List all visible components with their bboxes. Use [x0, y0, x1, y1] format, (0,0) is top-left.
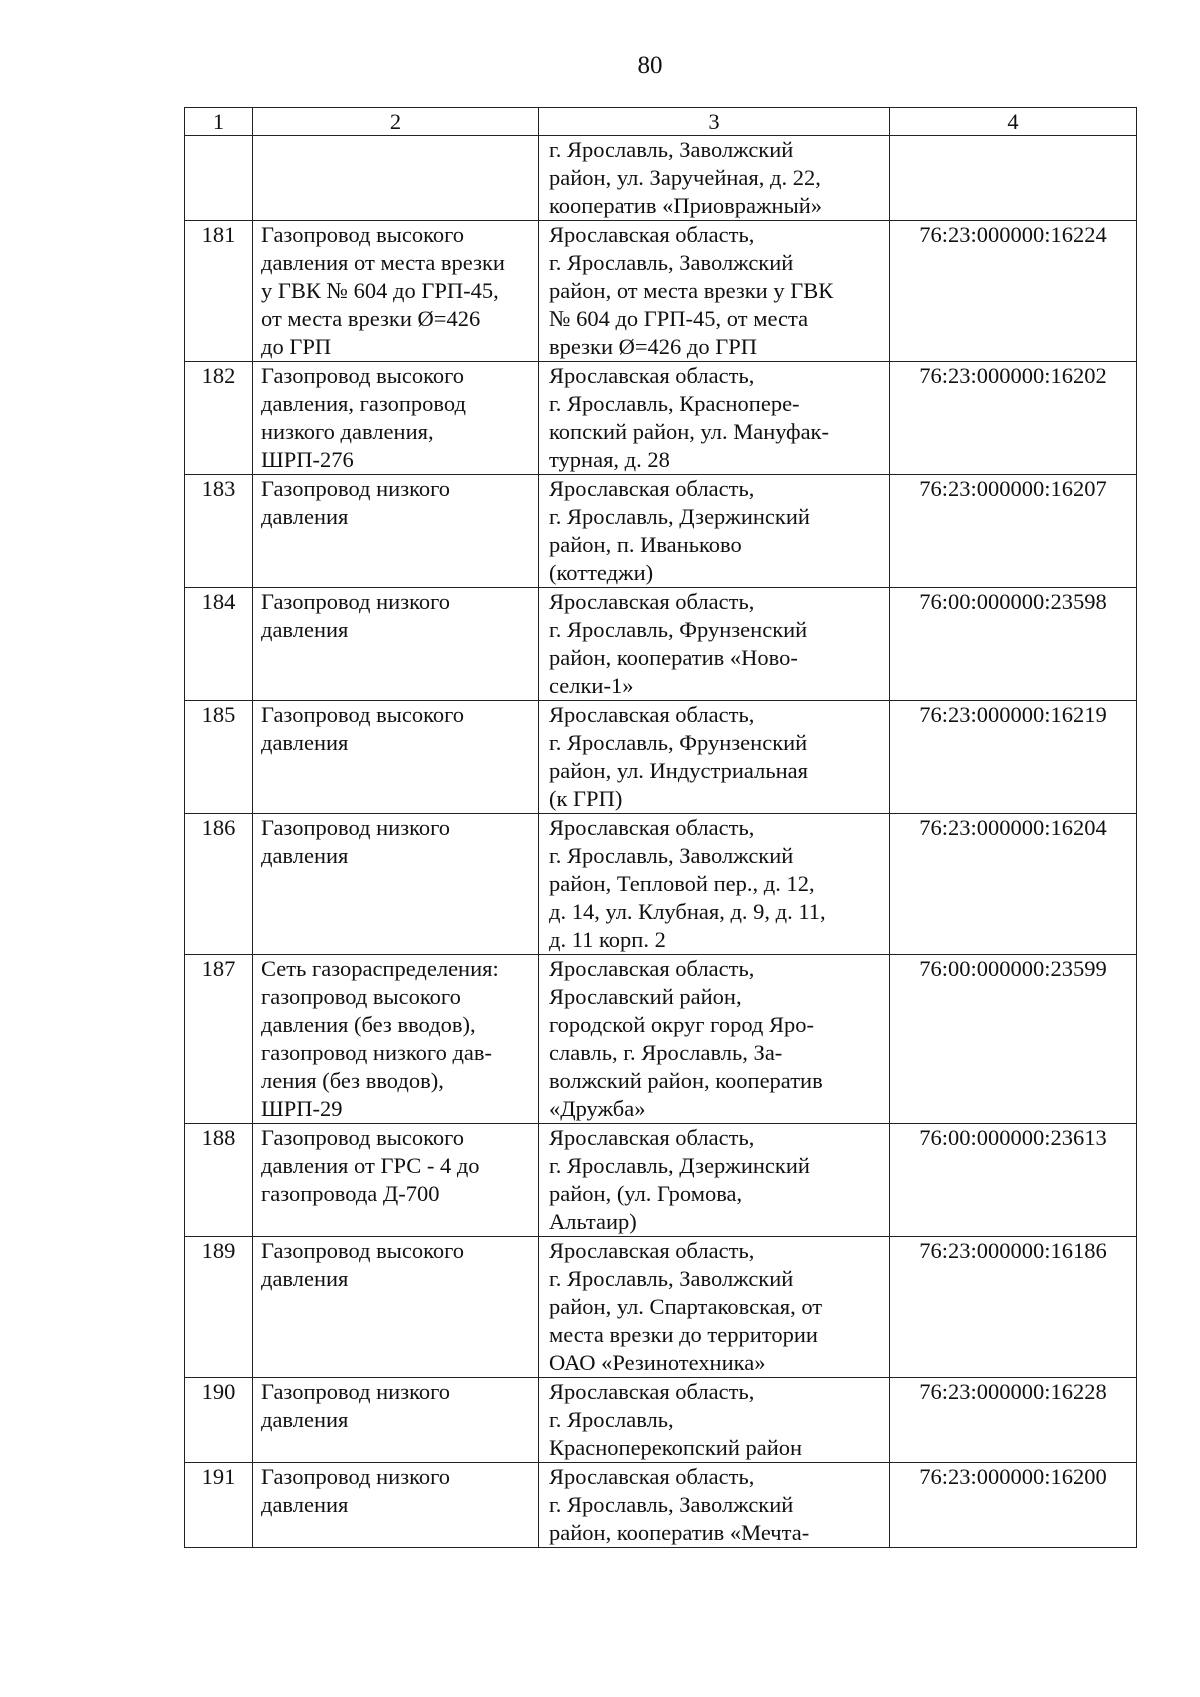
- cadastral-number-cell: 76:00:000000:23613: [890, 1124, 1137, 1237]
- address-line: Ярославская область,: [549, 222, 755, 247]
- address-line: ОАО «Резинотехника»: [549, 1350, 766, 1375]
- object-name-line: газопровода Д-700: [261, 1181, 440, 1206]
- row-number-cell: [185, 136, 253, 221]
- object-name-line: низкого давления,: [261, 419, 434, 444]
- cadastral-number-cell: 76:23:000000:16207: [890, 475, 1137, 588]
- address-cell: [539, 1237, 890, 1378]
- address-line: городской округ город Яро-: [549, 1012, 814, 1037]
- address-cell: [539, 221, 890, 362]
- address-cell: [539, 1124, 890, 1237]
- row-number-cell: 184: [185, 588, 253, 701]
- address-line: г. Ярославль, Заволжский: [549, 250, 794, 275]
- address-line: район, Тепловой пер., д. 12,: [549, 871, 815, 896]
- address-line: (к ГРП): [549, 786, 623, 811]
- object-name-cell: [253, 221, 539, 362]
- row-number-cell: 186: [185, 814, 253, 955]
- address-line: Ярославская область,: [549, 1379, 755, 1404]
- object-name-cell: [253, 475, 539, 588]
- address-line: кооператив «Приовражный»: [549, 193, 822, 218]
- address-line: Ярославская область,: [549, 1125, 755, 1150]
- cadastral-number-cell: 76:23:000000:16219: [890, 701, 1137, 814]
- cadastral-number-cell: 76:23:000000:16228: [890, 1378, 1137, 1463]
- address-line: д. 14, ул. Клубная, д. 9, д. 11,: [549, 899, 826, 924]
- cadastral-number-cell: [890, 136, 1137, 221]
- address-line: район, ул. Спартаковская, от: [549, 1294, 823, 1319]
- object-name-line: давления от места врезки: [261, 250, 505, 275]
- object-name-line: давления: [261, 504, 349, 529]
- object-name-line: давления (без вводов),: [261, 1012, 476, 1037]
- address-line: Ярославская область,: [549, 363, 755, 388]
- table-row: [185, 701, 1137, 814]
- header-cell-3: 3: [539, 108, 890, 136]
- table-row: [185, 1237, 1137, 1378]
- object-name-line: Газопровод низкого: [261, 815, 451, 840]
- object-name-cell: [253, 588, 539, 701]
- table-row: [185, 1463, 1137, 1548]
- object-name-line: Газопровод низкого: [261, 1379, 451, 1404]
- object-name-line: ШРП-29: [261, 1096, 343, 1121]
- address-line: г. Ярославль, Заволжский: [549, 137, 794, 162]
- object-name-line: Газопровод низкого: [261, 476, 451, 501]
- object-name-cell: [253, 1378, 539, 1463]
- address-cell: [539, 814, 890, 955]
- address-line: г. Ярославль, Фрунзенский: [549, 730, 808, 755]
- cadastral-number-cell: 76:23:000000:16186: [890, 1237, 1137, 1378]
- object-name-line: давления: [261, 1266, 349, 1291]
- address-line: район, от места врезки у ГВК: [549, 278, 834, 303]
- address-line: д. 11 корп. 2: [549, 927, 666, 952]
- cadastral-number-cell: 76:23:000000:16204: [890, 814, 1137, 955]
- address-line: Ярославская область,: [549, 1238, 755, 1263]
- address-line: копский район, ул. Мануфак-: [549, 419, 829, 444]
- address-line: Ярославская область,: [549, 702, 755, 727]
- address-cell: [539, 955, 890, 1124]
- row-number-cell: 189: [185, 1237, 253, 1378]
- address-line: г. Ярославль, Заволжский: [549, 1266, 794, 1291]
- page-number: 80: [637, 52, 663, 79]
- address-line: места врезки до территории: [549, 1322, 818, 1347]
- table-row: [185, 475, 1137, 588]
- object-name-cell: [253, 1237, 539, 1378]
- address-cell: [539, 136, 890, 221]
- address-cell: [539, 1463, 890, 1548]
- table-row: [185, 362, 1137, 475]
- header-cell-1: 1: [185, 108, 253, 136]
- address-line: Альтаир): [549, 1209, 637, 1234]
- address-line: селки-1»: [549, 673, 634, 698]
- address-line: район, ул. Индустриальная: [549, 758, 808, 783]
- header-cell-2: 2: [253, 108, 539, 136]
- address-line: Ярославский район,: [549, 984, 742, 1009]
- cadastral-number-cell: 76:00:000000:23599: [890, 955, 1137, 1124]
- object-name-cell: [253, 1124, 539, 1237]
- address-cell: [539, 475, 890, 588]
- address-line: район, ул. Заручейная, д. 22,: [549, 165, 821, 190]
- address-line: Ярославская область,: [549, 589, 755, 614]
- address-cell: [539, 588, 890, 701]
- object-name-line: давления: [261, 1492, 349, 1517]
- object-name-cell: [253, 1463, 539, 1548]
- address-line: район, кооператив «Мечта-: [549, 1520, 810, 1545]
- address-line: волжский район, кооператив: [549, 1068, 823, 1093]
- object-name-line: Газопровод высокого: [261, 1125, 465, 1150]
- object-name-line: Газопровод высокого: [261, 702, 465, 727]
- header-cell-4: 4: [890, 108, 1137, 136]
- row-number-cell: 181: [185, 221, 253, 362]
- object-name-line: давления: [261, 730, 349, 755]
- address-line: г. Ярославль, Фрунзенский: [549, 617, 808, 642]
- table-row: [185, 1378, 1137, 1463]
- object-name-cell: [253, 814, 539, 955]
- address-line: район, (ул. Громова,: [549, 1181, 743, 1206]
- object-name-line: Газопровод низкого: [261, 1464, 451, 1489]
- row-number-cell: 185: [185, 701, 253, 814]
- address-line: район, кооператив «Ново-: [549, 645, 798, 670]
- object-name-cell: [253, 955, 539, 1124]
- address-line: (коттеджи): [549, 560, 654, 585]
- address-line: Красноперекопский район: [549, 1435, 803, 1460]
- address-line: район, п. Иваньково: [549, 532, 742, 557]
- address-line: «Дружба»: [549, 1096, 646, 1121]
- object-name-line: у ГВК № 604 до ГРП-45,: [261, 278, 499, 303]
- object-name-line: от места врезки Ø=426: [261, 306, 481, 331]
- row-number-cell: 187: [185, 955, 253, 1124]
- cadastral-number-cell: 76:23:000000:16200: [890, 1463, 1137, 1548]
- object-name-cell: [253, 701, 539, 814]
- object-name-line: давления: [261, 1407, 349, 1432]
- cadastral-number-cell: 76:00:000000:23598: [890, 588, 1137, 701]
- row-number-cell: 190: [185, 1378, 253, 1463]
- object-name-line: Сеть газораспределения:: [261, 956, 499, 981]
- cadastral-number-cell: 76:23:000000:16202: [890, 362, 1137, 475]
- address-line: г. Ярославль, Заволжский: [549, 1492, 794, 1517]
- address-line: Ярославская область,: [549, 956, 755, 981]
- table-row: [185, 1124, 1137, 1237]
- object-name-line: давления: [261, 617, 349, 642]
- address-cell: [539, 701, 890, 814]
- address-line: г. Ярославль, Дзержинский: [549, 1153, 810, 1178]
- address-line: турная, д. 28: [549, 447, 670, 472]
- object-name-cell: [253, 136, 539, 221]
- object-name-line: ШРП-276: [261, 447, 354, 472]
- address-line: Ярославская область,: [549, 476, 755, 501]
- address-line: № 604 до ГРП-45, от места: [549, 306, 809, 331]
- address-cell: [539, 362, 890, 475]
- table-row: [185, 221, 1137, 362]
- object-name-line: Газопровод низкого: [261, 589, 451, 614]
- table-row: [185, 136, 1137, 221]
- object-name-line: давления от ГРС - 4 до: [261, 1153, 480, 1178]
- address-line: славль, г. Ярославль, За-: [549, 1040, 783, 1065]
- address-line: г. Ярославль, Дзержинский: [549, 504, 810, 529]
- object-name-cell: [253, 362, 539, 475]
- object-name-line: газопровод высокого: [261, 984, 461, 1009]
- row-number-cell: 188: [185, 1124, 253, 1237]
- object-name-line: Газопровод высокого: [261, 1238, 465, 1263]
- header-row: [185, 108, 1137, 136]
- row-number-cell: 182: [185, 362, 253, 475]
- address-line: г. Ярославль,: [549, 1407, 674, 1432]
- address-line: г. Ярославль, Заволжский: [549, 843, 794, 868]
- object-name-line: давления: [261, 843, 349, 868]
- object-name-line: Газопровод высокого: [261, 363, 465, 388]
- address-line: Ярославская область,: [549, 815, 755, 840]
- address-line: г. Ярославль, Краснопере-: [549, 391, 800, 416]
- address-line: врезки Ø=426 до ГРП: [549, 334, 758, 359]
- registry-table: [184, 107, 1137, 1548]
- address-line: Ярославская область,: [549, 1464, 755, 1489]
- row-number-cell: 183: [185, 475, 253, 588]
- table-row: [185, 955, 1137, 1124]
- row-number-cell: 191: [185, 1463, 253, 1548]
- object-name-line: ления (без вводов),: [261, 1068, 444, 1093]
- object-name-line: до ГРП: [261, 334, 332, 359]
- cadastral-number-cell: 76:23:000000:16224: [890, 221, 1137, 362]
- object-name-line: Газопровод высокого: [261, 222, 465, 247]
- object-name-line: давления, газопровод: [261, 391, 466, 416]
- table-row: [185, 814, 1137, 955]
- address-cell: [539, 1378, 890, 1463]
- table-row: [185, 588, 1137, 701]
- object-name-line: газопровод низкого дав-: [261, 1040, 493, 1065]
